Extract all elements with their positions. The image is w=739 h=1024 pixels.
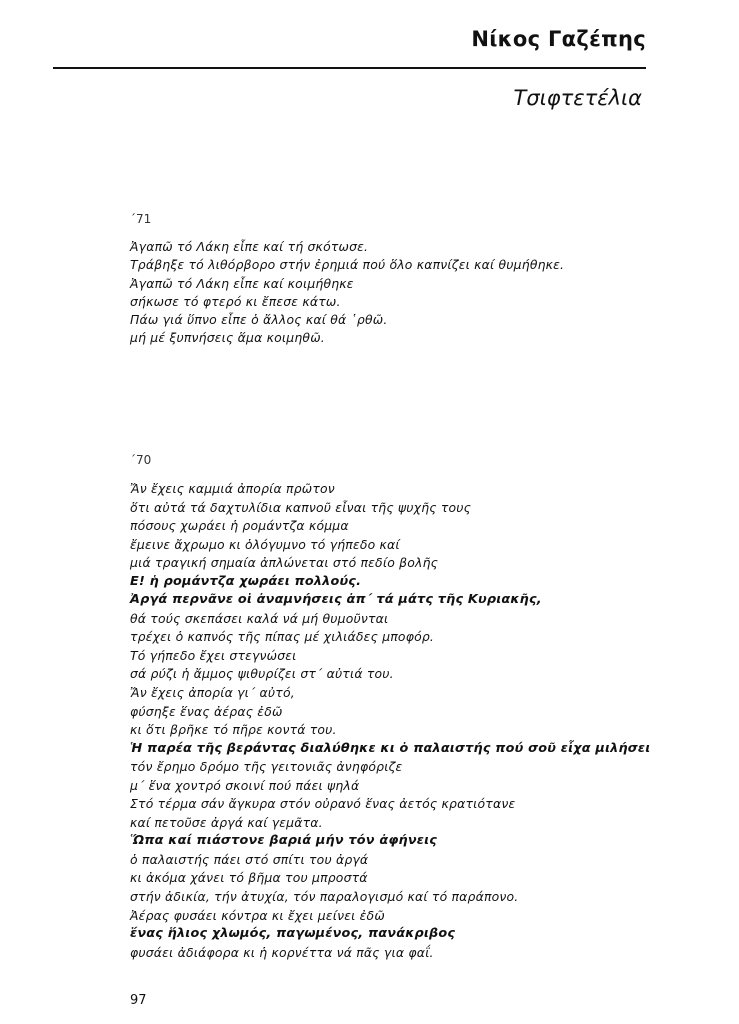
poem-line: κι ὅτι βρῆκε τό πῆρε κοντά του. <box>130 722 337 738</box>
poem-line: μ΄ ἕνα χοντρό σκοινί πού πάει ψηλά <box>130 777 360 793</box>
poem-line: Τράβηξε τό λιθόρβορο στήν ἐρημιά πού ὅλο καπνίζει καί θυμήθηκε. <box>130 257 565 273</box>
poem-line: Πάω γιά ὕπνο εἶπε ὁ ἄλλος καί θά ῾ρθῶ. <box>130 312 388 328</box>
poem-line: Στό τέρμα σάν ἄγκυρα στόν οὐρανό ἕνας ἀετός κρατιότανε <box>130 796 516 812</box>
poem-line: Ἡ παρέα τῆς βεράντας διαλύθηκε κι ὁ παλαιστής πού σοῦ εἶχα μιλήσει <box>130 740 651 756</box>
page-number: 97 <box>130 993 147 1008</box>
poem-line: Ἀέρας φυσάει κόντρα κι ἔχει μείνει ἐδῶ <box>130 907 385 923</box>
poem-line: Τό γήπεδο ἔχει στεγνώσει <box>130 647 297 663</box>
poem-line: σά ρύζι ἡ ἄμμος ψιθυρίζει στ΄ αὐτιά του. <box>130 666 394 682</box>
poem-line: Ἄν ἔχεις ἀπορία γι΄ αὐτό, <box>130 685 295 701</box>
poem-line: Ἄν ἔχεις καμμιά ἀπορία πρῶτον <box>130 481 335 496</box>
poem-line: φύσηξε ἕνας ἀέρας ἐδῶ <box>130 703 283 719</box>
poem-line: ἕνας ἥλιος χλωμός, παγωμένος, πανάκριβος <box>130 926 456 942</box>
poem-line: καί πετοῦσε ἀργά καί γεμᾶτα. <box>130 814 323 830</box>
poem-line: ὅτι αὐτά τά δαχτυλίδια καπνοῦ εἶναι τῆς ψυχῆς τους <box>130 499 472 515</box>
poem-line: Ἀγαπῶ τό Λάκη εἶπε καί τή σκότωσε. <box>130 239 369 254</box>
poem-line: μιά τραγική σημαία ἀπλώνεται στό πεδίο βολῆς <box>130 555 439 571</box>
header-rule <box>53 67 646 69</box>
poem-stanza <box>130 480 650 962</box>
poem-year: ΄71 <box>130 212 152 226</box>
poem-line: ὁ παλαιστής πάει στό σπίτι του ἀργά <box>130 851 369 867</box>
poem-line: Ὥπα καί πιάστονε βαριά μήν τόν ἀφήνεις <box>130 833 438 849</box>
poem-line: Ἀγαπῶ τό Λάκη εἶπε καί κοιμήθηκε <box>130 275 354 291</box>
poem-line: Ἀργά περνᾶνε οἱ ἀναμνήσεις ἀπ΄ τά μάτς τῆς Κυριακῆς, <box>130 592 542 608</box>
poem-line: σήκωσε τό φτερό κι ἔπεσε κάτω. <box>130 293 341 309</box>
poem-line: Ε! ἡ ρομάντζα χωράει πολλούς. <box>130 573 362 589</box>
poem-line: θά τούς σκεπάσει καλά νά μή θυμοῦνται <box>130 610 389 626</box>
poem-line: μή μέ ξυπνήσεις ἅμα κοιμηθῶ. <box>130 330 325 346</box>
poem-line: τρέχει ὁ καπνός τῆς πίπας μέ χιλιάδες μποφόρ. <box>130 629 435 645</box>
poem-line: ἔμεινε ἄχρωμο κι ὁλόγυμνο τό γήπεδο καί <box>130 536 400 552</box>
section-title: Τσιφτετέλια <box>513 86 642 110</box>
poem-line: φυσάει ἀδιάφορα κι ἡ κορνέττα νά πᾶς για φαΐ. <box>130 944 434 960</box>
author-name: Νίκος Γαζέπης <box>471 27 646 51</box>
poem-stanza <box>130 238 564 348</box>
poem-line: τόν ἔρημο δρόμο τῆς γειτονιᾶς ἀνηφόριζε <box>130 759 403 775</box>
poem-line: στήν ἀδικία, τήν ἀτυχία, τόν παραλογισμό καί τό παράπονο. <box>130 889 519 905</box>
poem-year: ΄70 <box>130 453 152 467</box>
poem-line: κι ἀκόμα χάνει τό βῆμα του μπροστά <box>130 870 368 886</box>
poem-line: πόσους χωράει ἡ ρομάντζα κόμμα <box>130 518 349 534</box>
